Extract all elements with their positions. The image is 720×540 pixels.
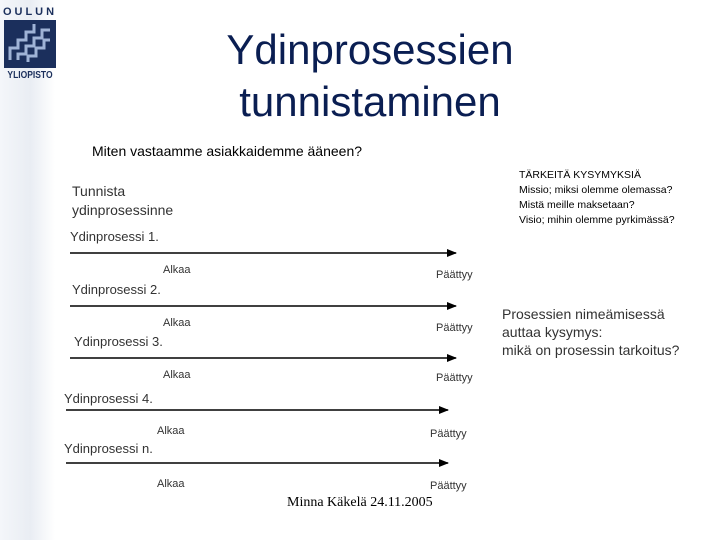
process-3-start: Alkaa xyxy=(163,369,191,381)
process-2-start: Alkaa xyxy=(163,317,191,329)
identify-line-1: Tunnista xyxy=(72,183,126,199)
key-question-item: Missio; miksi olemme olemassa? xyxy=(519,184,673,196)
key-question-item: Mistä meille maksetaan? xyxy=(519,199,635,211)
process-1-end: Päättyy xyxy=(436,269,473,281)
process-n-start: Alkaa xyxy=(157,478,185,490)
customer-question: Miten vastaamme asiakkaidemme ääneen? xyxy=(92,143,363,159)
process-4-start: Alkaa xyxy=(157,425,185,437)
key-questions-heading: TÄRKEITÄ KYSYMYKSIÄ xyxy=(519,169,641,181)
title-line-1: Ydinprosessien xyxy=(226,26,514,73)
key-question-item: Visio; mihin olemme pyrkimässä? xyxy=(519,214,675,226)
logo-top-text: OULUN xyxy=(2,6,58,18)
logo-bottom-text: YLIOPISTO xyxy=(7,70,53,81)
process-3-end: Päättyy xyxy=(436,372,473,384)
process-1-label: Ydinprosessi 1. xyxy=(70,229,159,244)
note-line-1: Prosessien nimeämisessä xyxy=(502,306,665,322)
process-n-end: Päättyy xyxy=(430,480,467,492)
process-3-label: Ydinprosessi 3. xyxy=(74,334,163,349)
note-line-2: auttaa kysymys: xyxy=(502,324,603,340)
author-footer: Minna Käkelä 24.11.2005 xyxy=(287,495,433,510)
identify-line-2: ydinprosessinne xyxy=(72,202,174,218)
process-4-end: Päättyy xyxy=(430,428,467,440)
process-n-label: Ydinprosessi n. xyxy=(64,441,153,456)
process-2-label: Ydinprosessi 2. xyxy=(72,282,161,297)
process-2-end: Päättyy xyxy=(436,322,473,334)
title-line-2: tunnistaminen xyxy=(239,78,501,125)
note-line-3: mikä on prosessin tarkoitus? xyxy=(502,342,680,358)
process-4-label: Ydinprosessi 4. xyxy=(64,391,153,406)
naming-note xyxy=(502,305,679,359)
process-1-start: Alkaa xyxy=(163,264,191,276)
